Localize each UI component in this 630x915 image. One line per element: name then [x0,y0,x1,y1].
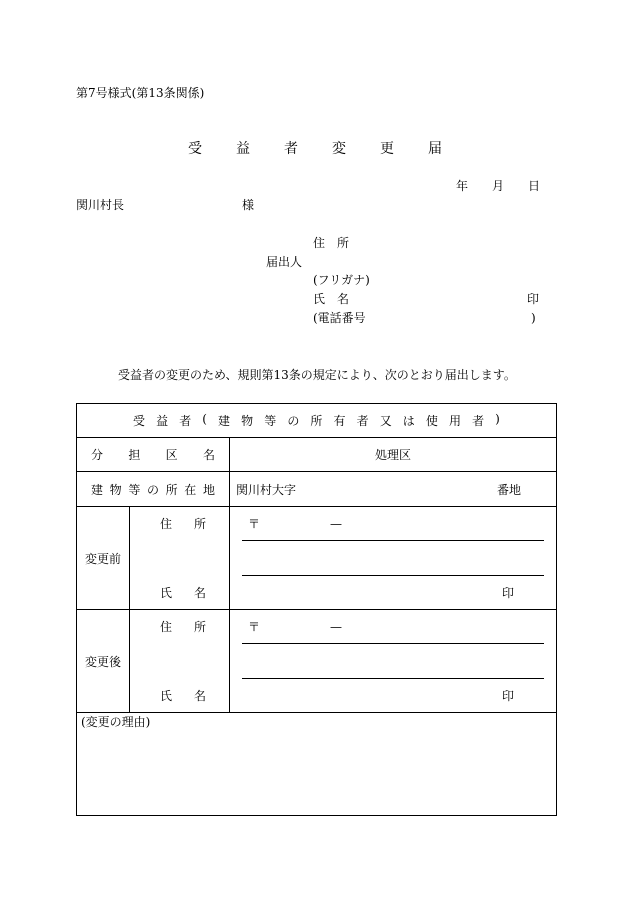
after-seal: 印 [502,689,515,703]
applicant-phone-close: ) [531,311,536,325]
location-label-char: 建 [91,482,104,497]
header-char: 使 [425,414,438,428]
applicant-seal: 印 [527,292,540,306]
reason-row [77,713,557,816]
name-label-char: 名 [193,586,206,600]
header-char: ) [495,412,500,426]
before-subheaders [130,507,230,610]
title-char: 変 [332,141,346,157]
header-char: 等 [264,414,277,428]
location-label-char: 等 [128,482,141,497]
after-address-label [160,621,206,633]
district-label-char: 名 [202,448,215,462]
header-char: 物 [241,414,254,428]
title-char: 届 [428,141,442,157]
location-row [77,472,557,507]
document-title [0,142,630,156]
location-label-char: 在 [184,482,197,497]
address-label-char: 所 [193,620,206,634]
location-label-char: 物 [109,482,122,497]
header-char: の [287,414,300,428]
location-prefix: 関川村大字 [236,482,297,497]
addressee-honorific: 様 [242,198,255,212]
applicant-role-label: 届出人 [266,255,303,269]
address-label-char: 住 [160,620,173,634]
district-label [77,438,230,472]
district-row [77,438,557,472]
name-label-char: 氏 [160,689,173,703]
location-suffix: 番地 [497,482,522,497]
applicant-name-label: 氏 名 [313,292,350,306]
district-label-char: 分 [91,448,104,462]
after-subheaders [130,610,230,713]
header-char: 者 [356,414,369,428]
after-address-line-1 [242,643,544,644]
name-label-char: 名 [193,689,206,703]
before-label: 変更前 [84,551,121,566]
before-name-label [160,587,206,599]
before-address-line-2 [242,575,544,576]
location-label-char: の [146,482,159,497]
header-char: 者 [179,414,192,428]
district-label-char: 区 [165,448,178,462]
header-char: ( [202,412,207,426]
before-address-row [77,507,557,559]
applicant-address-label: 住 所 [313,236,350,250]
table-header-row [77,404,557,438]
before-address-line-1 [242,540,544,541]
after-address-row [77,610,557,662]
after-address-line-2 [242,678,544,679]
before-postal-dash: — [330,517,342,531]
header-char: 又 [379,414,392,428]
district-value: 処理区 [375,448,412,462]
title-char: 受 [188,141,202,157]
location-label [77,472,230,507]
date-year: 年 [456,179,469,193]
before-seal: 印 [502,586,515,600]
before-postal-mark: 〒 [248,517,261,531]
location-label-char: 地 [202,482,215,497]
statement-text: 受益者の変更のため、規則第13条の規定により、次のとおり届出します。 [118,368,516,382]
location-value-cell [230,472,557,507]
addressee-name: 関川村長 [76,198,125,212]
date-month: 月 [492,179,505,193]
address-label-char: 住 [160,517,173,531]
location-label-char: 所 [165,482,178,497]
header-char: 所 [310,414,323,428]
name-label-char: 氏 [160,586,173,600]
title-char: 更 [380,141,394,157]
header-char: 受 [133,414,146,428]
address-label-char: 所 [193,517,206,531]
applicant-phone-label: (電話番号 [313,311,366,325]
header-char: 益 [156,414,169,428]
change-form-table [76,403,557,816]
title-char: 益 [236,141,250,157]
title-char: 者 [284,141,298,157]
reason-label: (変更の理由) [81,715,151,729]
header-char: 有 [333,414,346,428]
before-value-cell [230,507,557,610]
header-char: は [402,414,415,428]
header-char: 建 [218,414,231,428]
after-label-cell [77,610,130,713]
table-header [77,404,557,438]
after-label: 変更後 [84,654,121,669]
after-postal-mark: 〒 [248,620,261,634]
header-char: 用 [448,414,461,428]
district-label-char: 担 [128,448,141,462]
after-value-cell [230,610,557,713]
reason-cell [77,713,557,816]
applicant-furigana-label: (フリガナ) [313,273,370,287]
before-label-cell [77,507,130,610]
header-char: 者 [472,414,485,428]
district-value-cell [230,438,557,472]
date-day: 日 [528,179,541,193]
form-number: 第7号様式(第13条関係) [76,86,205,100]
after-name-label [160,690,206,702]
before-address-label [160,518,206,530]
after-postal-dash: — [330,620,342,634]
